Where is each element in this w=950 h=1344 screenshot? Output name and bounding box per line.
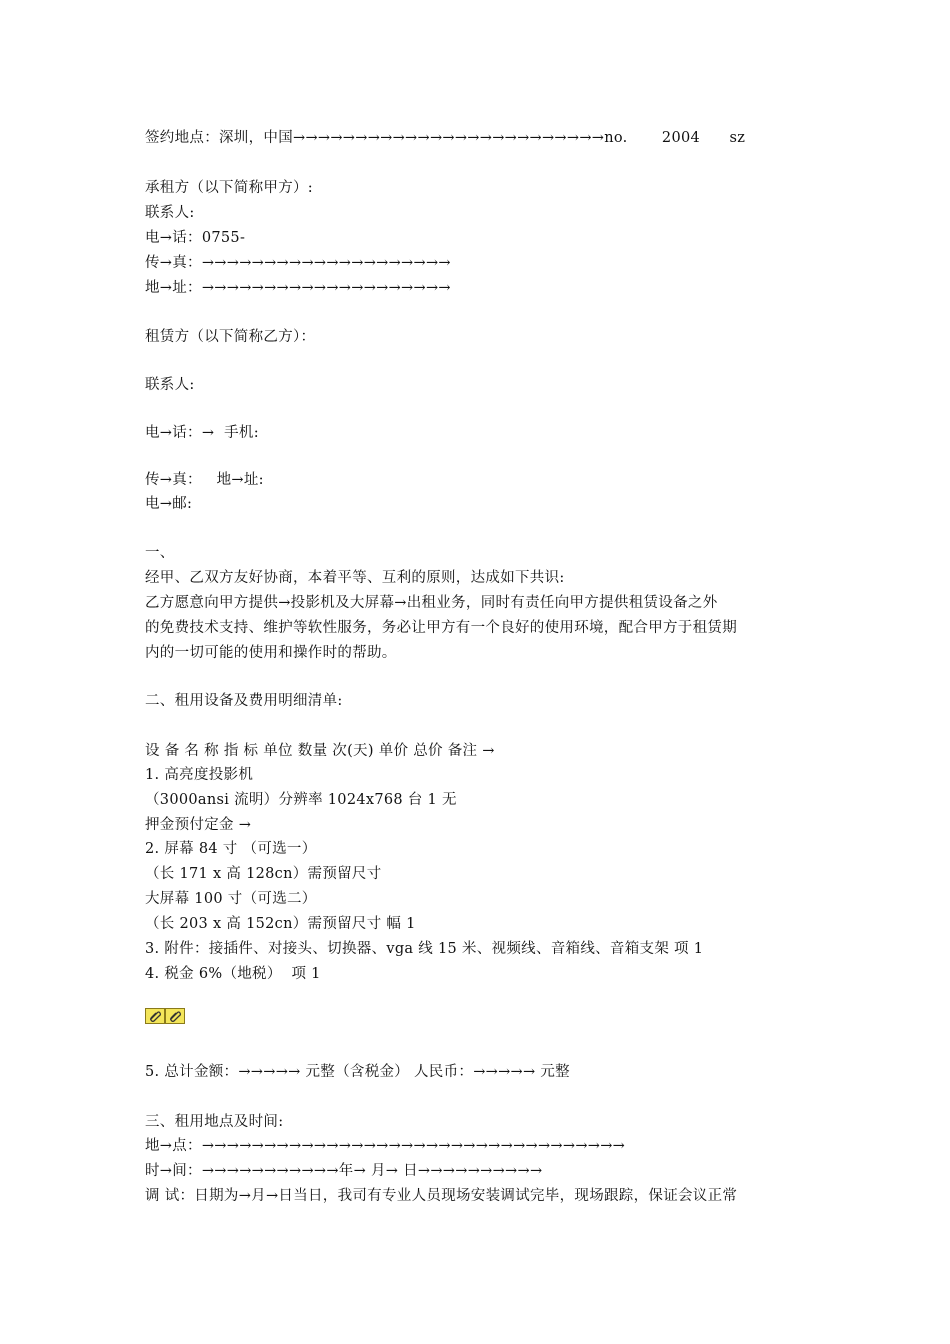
rental-location: 地→点：→→→→→→→→→→→→→→→→→→→→→→→→→→→→→→→→→→: [145, 1138, 626, 1154]
item-1-title: 1. 高亮度投影机: [145, 767, 254, 783]
party-a-heading: 承租方（以下简称甲方）:: [145, 180, 313, 196]
rental-time: 时→间：→→→→→→→→→→→年→ 月→ 日→→→→→→→→→→: [145, 1163, 543, 1179]
party-b-fax-address: 传→真： 地→址:: [145, 472, 264, 488]
signing-location-line: 签约地点：深圳，中国→→→→→→→→→→→→→→→→→→→→→→→→→no. 2004 sz: [145, 130, 746, 146]
section-one-heading: 一、: [145, 545, 175, 561]
party-b-phone: 电→话：→ 手机:: [145, 425, 259, 441]
item-1-spec: （3000ansi 流明）分辨率 1024x768 台 1 无: [145, 792, 457, 808]
party-b-contact: 联系人:: [145, 377, 195, 393]
party-a-phone: 电→话：0755-: [145, 230, 246, 246]
item-2-option-b: 大屏幕 100 寸（可选二）: [145, 891, 317, 907]
section-two-heading: 二、租用设备及费用明细清单:: [145, 693, 343, 709]
item-3-accessories: 3. 附件：接插件、对接头、切换器、vga 线 15 米、视频线、音箱线、音箱支架 项 1: [145, 941, 704, 957]
item-2-option-b-size: （长 203 x 高 152cn）需预留尺寸 幅 1: [145, 916, 416, 932]
paperclip-icon[interactable]: [145, 1008, 165, 1024]
section-three-heading: 三、租用地点及时间:: [145, 1114, 284, 1130]
agreement-paragraph-line-2: 的免费技术支持、维护等软性服务，务必让甲方有一个良好的使用环境，配合甲方于租赁期: [145, 620, 737, 636]
party-b-heading: 租赁方（以下简称乙方）：: [145, 329, 316, 345]
paperclip-icon[interactable]: [165, 1008, 185, 1024]
item-2-size: （长 171 x 高 128cn）需预留尺寸: [145, 866, 382, 882]
item-5-total-amount: 5. 总计金额：→→→→→ 元整（含税金） 人民币：→→→→→ 元整: [145, 1064, 570, 1080]
debugging-line: 调 试：日期为→月→日当日，我司有专业人员现场安装调试完毕，现场跟踪，保证会议正常: [145, 1188, 738, 1204]
agreement-paragraph-line-1: 乙方愿意向甲方提供→投影机及大屏幕→出租业务，同时有责任向甲方提供租赁设备之外: [145, 595, 718, 611]
party-a-contact: 联系人:: [145, 205, 195, 221]
agreement-intro: 经甲、乙双方友好协商，本着平等、互利的原则，达成如下共识:: [145, 570, 565, 586]
item-4-tax: 4. 税金 6%（地税） 项 1: [145, 966, 321, 982]
party-a-fax: 传→真：→→→→→→→→→→→→→→→→→→→→: [145, 255, 451, 271]
party-a-address: 地→址：→→→→→→→→→→→→→→→→→→→→: [145, 280, 451, 296]
attachment-icons: [145, 1008, 185, 1024]
agreement-paragraph-line-3: 内的一切可能的使用和操作时的帮助。: [145, 645, 397, 661]
equipment-table-header: 设 备 名 称 指 标 单位 数量 次(天) 单价 总价 备注 →: [145, 743, 495, 759]
party-b-email: 电→邮:: [145, 496, 193, 512]
item-2-title: 2. 屏幕 84 寸 （可选一）: [145, 841, 317, 857]
item-1-deposit: 押金预付定金 →: [145, 817, 252, 833]
